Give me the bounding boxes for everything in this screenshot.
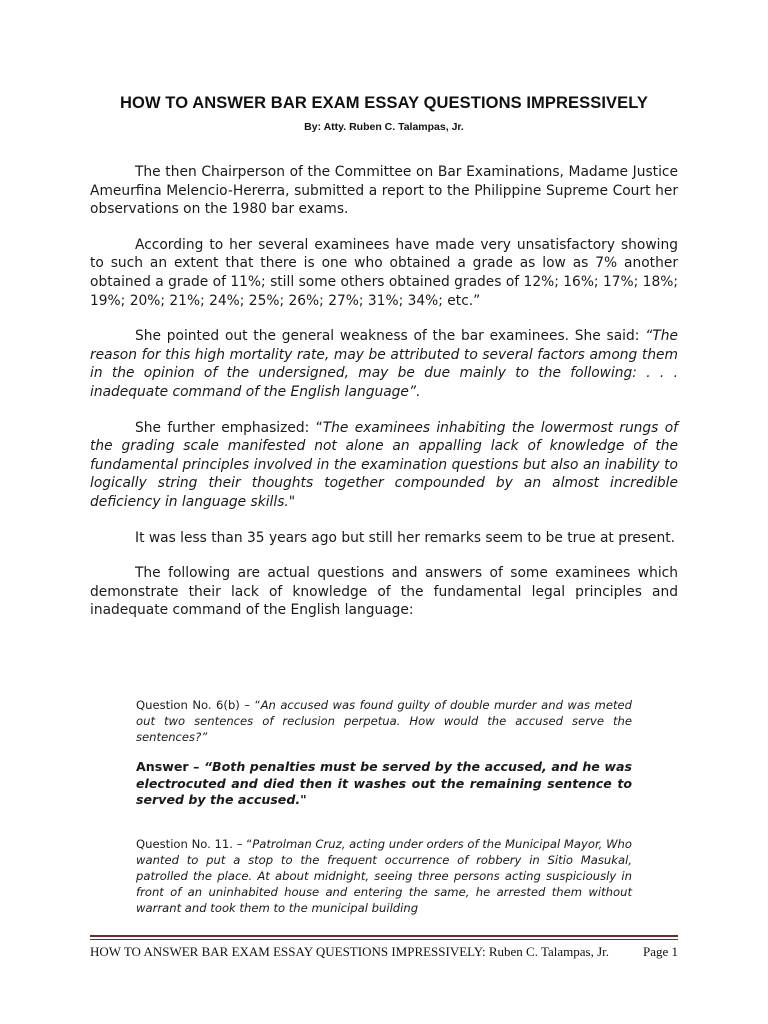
qa-block-1 [136, 697, 632, 809]
question-6b: Question No. 6(b) – “An accused was found guilty of double murder and was meted out two sentences of reclusion perpetua. How would the accused serve the sentences?” [136, 698, 632, 744]
qa-block-2 [136, 836, 632, 916]
answer-6b: Answer – “Both penalties must be served by the accused, and he was electrocuted and died then it washes out the remaining sentence to served by the accused." [136, 759, 632, 807]
page-number: Page 1 [642, 944, 678, 959]
paragraph-1: The then Chairperson of the Committee on Bar Examinations, Madame Justice Ameurfina Melencio-Hererra, submitted a report to the Philippine Supreme Court her observations on the 1980 bar exams. [90, 164, 678, 218]
paragraph-5: It was less than 35 years ago but still her remarks seem to be true at present. [135, 529, 676, 546]
footer-running-title: HOW TO ANSWER BAR EXAM ESSAY QUESTIONS IMPRESSIVELY: Ruben C. Talampas, Jr. [90, 944, 610, 959]
paragraph-3: She pointed out the general weakness of the bar examinees. She said: “The reason for this high mortality rate, may be attributed to several factors among them in the opinion of the undersigned, may be due mainly to the following: . . . inadequate command of the English language”. [90, 328, 678, 400]
paragraph-2: According to her several examinees have made very unsatisfactory showing to such an extent that there is one who obtained a grade as low as 7% another obtained a grade of 11%; still some others obtained grades of 12%; 16%; 17%; 18%; 19%; 20%; 21%; 24%; 25%; 26%; 27%; 31%; 34%; etc.” [90, 236, 678, 309]
paragraph-4: She further emphasized: “The examinees inhabiting the lowermost rungs of the grading scale manifested not alone an appalling lack of knowledge of the fundamental principles involved in the examination questions but also an inability to logically string their thoughts together compounded by an almost incredible deficiency in language skills." [90, 419, 678, 510]
paragraph-6: The following are actual questions and answers of some examinees which demonstrate their lack of knowledge of the fundamental legal principles and inadequate command of the English language: [90, 565, 678, 619]
page-footer [90, 944, 678, 960]
footer-rule [90, 935, 678, 937]
question-11: Question No. 11. – “Patrolman Cruz, acting under orders of the Municipal Mayor, Who wanted to put a stop to the frequent occurrence of robbery in Sitio Masukal, patrolled the place. At about midnight, seeing three persons acting suspiciously in front of an uninhabited house and entering the same, he arrested them without warrant and took them to the municipal building [136, 837, 632, 915]
document-byline: By: Atty. Ruben C. Talampas, Jr. [304, 121, 464, 133]
document-title: HOW TO ANSWER BAR EXAM ESSAY QUESTIONS IMPRESSIVELY [120, 94, 648, 112]
footer-rule-thin [90, 939, 678, 940]
body-text [90, 163, 678, 637]
